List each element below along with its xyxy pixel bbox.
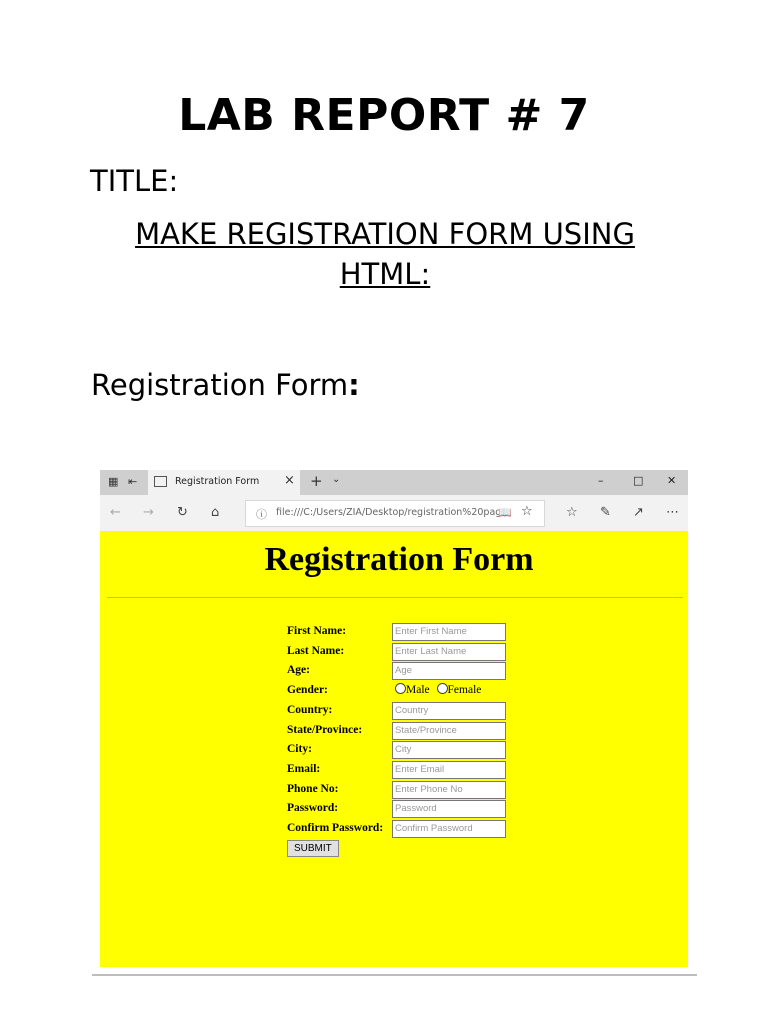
- password-row: [287, 800, 547, 818]
- page-icon: [154, 476, 167, 487]
- maximize-icon[interactable]: □: [633, 474, 644, 487]
- age-input[interactable]: [392, 662, 506, 680]
- gender-row: [287, 682, 547, 700]
- state-input[interactable]: [392, 722, 506, 740]
- password-label: Password:: [287, 802, 339, 815]
- email-row: [287, 761, 547, 779]
- email-label: Email:: [287, 762, 321, 775]
- title-text: [90, 214, 680, 294]
- city-input[interactable]: [392, 741, 506, 759]
- gender-label: Gender:: [287, 684, 328, 697]
- favorites-list-icon[interactable]: ☆: [566, 505, 578, 520]
- web-page: [100, 531, 688, 967]
- submit-row: [287, 840, 547, 858]
- form-heading: Registration Form: [264, 541, 534, 578]
- section-heading-text: Registration Form: [91, 368, 349, 402]
- info-icon[interactable]: ⓘ: [256, 508, 267, 521]
- female-label: Female: [447, 684, 482, 697]
- minimize-icon[interactable]: –: [598, 474, 604, 487]
- submit-button[interactable]: SUBMIT: [287, 840, 339, 857]
- back-icon[interactable]: ←: [110, 505, 121, 520]
- browser-screenshot: [100, 470, 688, 967]
- state-label: State/Province:: [287, 723, 363, 736]
- country-input[interactable]: [392, 702, 506, 720]
- country-label: Country:: [287, 703, 333, 716]
- last-name-label: Last Name:: [287, 644, 345, 657]
- age-label: Age:: [287, 664, 310, 677]
- confirm-password-row: [287, 820, 547, 838]
- section-heading: [91, 368, 360, 402]
- city-label: City:: [287, 743, 312, 756]
- age-row: [287, 662, 547, 680]
- first-name-row: [287, 623, 547, 641]
- male-label: Male: [406, 684, 430, 697]
- title-label: TITLE:: [90, 164, 179, 198]
- close-tab-icon[interactable]: ×: [284, 473, 295, 488]
- phone-row: [287, 781, 547, 799]
- more-icon[interactable]: ⋯: [666, 505, 679, 520]
- gender-radio-group: [395, 683, 485, 696]
- male-radio[interactable]: [395, 683, 406, 694]
- country-row: [287, 702, 547, 720]
- reading-view-icon[interactable]: 📖: [498, 506, 512, 519]
- forward-icon[interactable]: →: [143, 505, 154, 520]
- close-window-icon[interactable]: ✕: [667, 474, 677, 487]
- browser-address-bar: [100, 495, 688, 531]
- confirm-password-label: Confirm Password:: [287, 822, 384, 834]
- tab-title: Registration Form: [175, 476, 260, 487]
- url-field[interactable]: [245, 500, 545, 527]
- chevron-down-icon[interactable]: ⌄: [332, 474, 341, 485]
- first-name-input[interactable]: [392, 623, 506, 641]
- phone-input[interactable]: [392, 781, 506, 799]
- email-input[interactable]: [392, 761, 506, 779]
- home-icon[interactable]: ⌂: [211, 505, 220, 520]
- set-tabs-aside-icon[interactable]: ⇤: [128, 475, 138, 488]
- last-name-row: [287, 643, 547, 661]
- bottom-divider: [92, 974, 697, 976]
- female-radio[interactable]: [437, 683, 448, 694]
- city-row: [287, 741, 547, 759]
- phone-label: Phone No:: [287, 782, 339, 795]
- favorite-star-icon[interactable]: ☆: [521, 504, 533, 519]
- pen-icon[interactable]: ✎: [600, 505, 611, 520]
- browser-tab-bar: [100, 470, 688, 495]
- heading-divider: [107, 597, 683, 598]
- share-icon[interactable]: ↗: [633, 505, 644, 520]
- section-heading-colon: :: [348, 368, 360, 402]
- last-name-input[interactable]: [392, 643, 506, 661]
- password-input[interactable]: [392, 800, 506, 818]
- new-tab-icon[interactable]: +: [310, 472, 323, 490]
- confirm-password-input[interactable]: [392, 820, 506, 838]
- title-text-underlined: MAKE REGISTRATION FORM USING HTML:: [135, 217, 635, 291]
- refresh-icon[interactable]: ↻: [177, 505, 188, 520]
- url-text: file:///C:/Users/ZIA/Desktop/registration%20pag: [276, 507, 502, 518]
- browser-tab[interactable]: [148, 470, 300, 495]
- state-row: [287, 722, 547, 740]
- tab-actions-icon[interactable]: ▦: [108, 475, 119, 488]
- first-name-label: First Name:: [287, 625, 347, 637]
- report-heading: LAB REPORT # 7: [178, 90, 590, 141]
